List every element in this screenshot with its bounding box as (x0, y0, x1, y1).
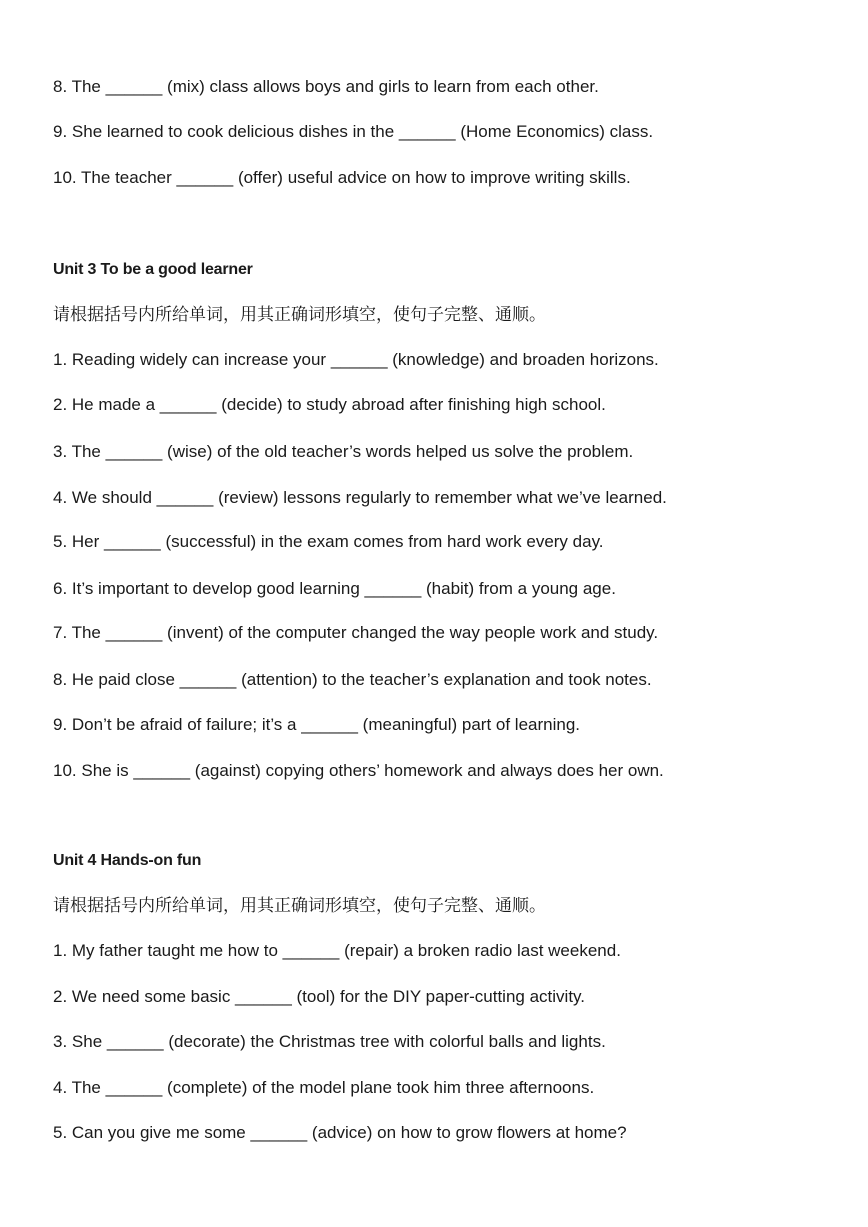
exercise-item: 8. The ______ (mix) class allows boys and girls to learn from each other. (53, 77, 599, 96)
exercise-item: 9. She learned to cook delicious dishes in the ______ (Home Economics) class. (53, 122, 654, 141)
instruction-text: 请根据括号内所给单词，用其正确词形填空，使句子完整、通顺。 (53, 896, 546, 916)
exercise-item: 1. Reading widely can increase your ______ (knowledge) and broaden horizons. (53, 350, 659, 369)
exercise-item: 1. My father taught me how to ______ (repair) a broken radio last weekend. (53, 941, 621, 960)
exercise-item: 8. He paid close ______ (attention) to the teacher’s explanation and took notes. (53, 670, 652, 689)
exercise-item: 2. He made a ______ (decide) to study abroad after finishing high school. (53, 395, 606, 414)
exercise-item: 4. The ______ (complete) of the model plane took him three afternoons. (53, 1078, 595, 1097)
exercise-item: 3. She ______ (decorate) the Christmas tree with colorful balls and lights. (53, 1032, 606, 1051)
unit-heading: Unit 3 To be a good learner (53, 261, 253, 278)
exercise-item: 5. Her ______ (successful) in the exam comes from hard work every day. (53, 532, 604, 551)
exercise-item: 2. We need some basic ______ (tool) for the DIY paper-cutting activity. (53, 987, 586, 1006)
exercise-item: 6. It’s important to develop good learning ______ (habit) from a young age. (53, 579, 616, 598)
instruction-text: 请根据括号内所给单词，用其正确词形填空，使句子完整、通顺。 (53, 305, 546, 325)
exercise-item: 10. She is ______ (against) copying others’ homework and always does her own. (53, 761, 664, 780)
exercise-item: 3. The ______ (wise) of the old teacher’s words helped us solve the problem. (53, 442, 634, 461)
exercise-item: 4. We should ______ (review) lessons regularly to remember what we’ve learned. (53, 488, 667, 507)
exercise-item: 7. The ______ (invent) of the computer changed the way people work and study. (53, 623, 659, 642)
exercise-item: 5. Can you give me some ______ (advice) on how to grow flowers at home? (53, 1123, 627, 1142)
unit-heading: Unit 4 Hands-on fun (53, 852, 202, 869)
exercise-item: 9. Don’t be afraid of failure; it’s a ______ (meaningful) part of learning. (53, 715, 580, 734)
exercise-item: 10. The teacher ______ (offer) useful advice on how to improve writing skills. (53, 168, 631, 187)
